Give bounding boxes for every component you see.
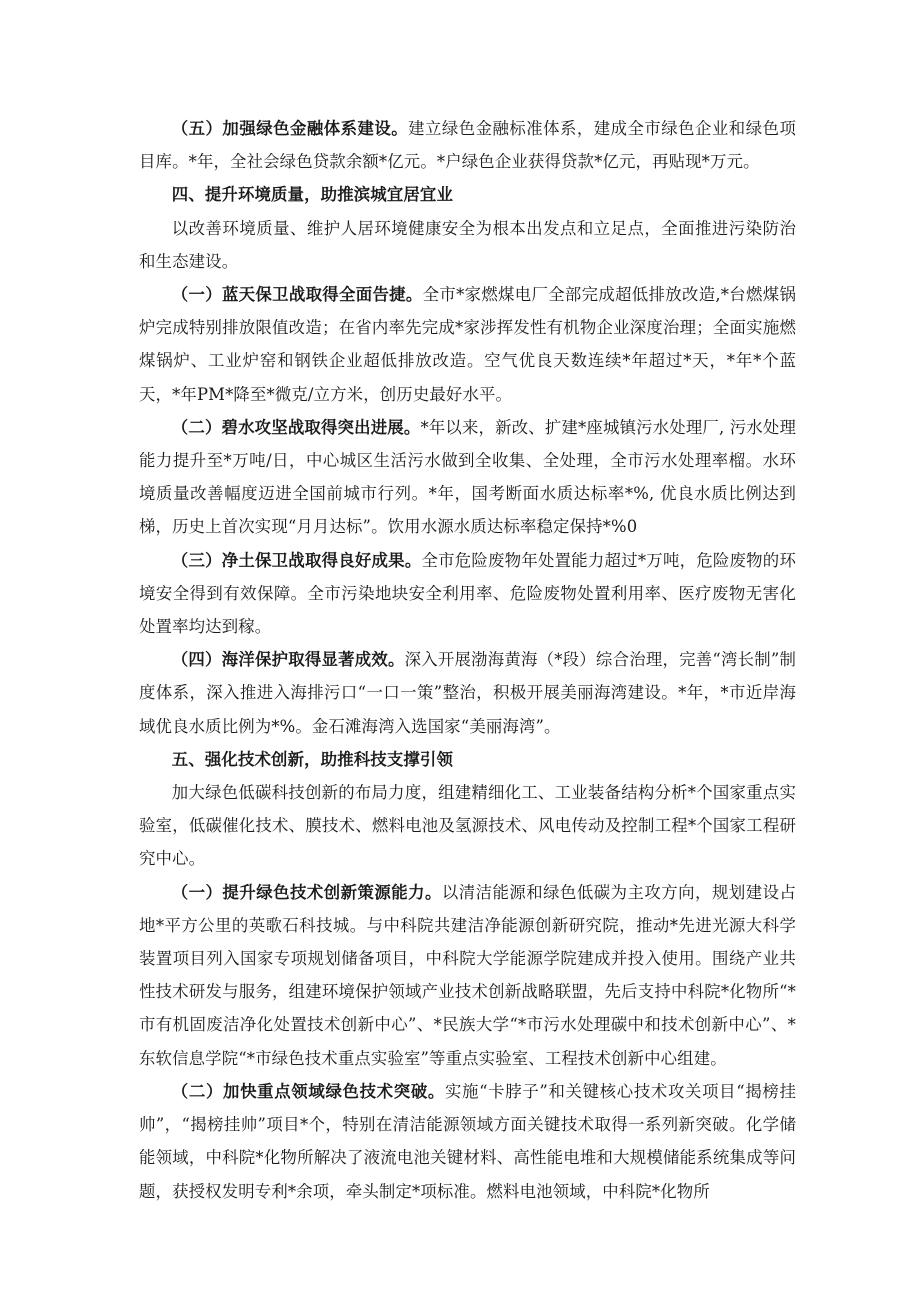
paragraph-text: 全市*家燃煤电厂全部完成超低排放改造,*台燃煤锅炉完成特别排放限值改造；在省内率先完成*家涉挥发性有机物企业深度治理；全面实施燃煤锅炉、工业炉窑和钢铁企业超低排放改造。空气优良天数连续*年超过*天，*年*个蓝天，*年PM*降至*微克/立方米，创历史最好水平。 xyxy=(139,285,797,404)
paragraph-text: 加大绿色低碳科技创新的布局力度，组建精细化工、工业装备结构分析*个国家重点实验室，低碳催化技术、膜技术、燃料电池及氢源技术、风电传动及控制工程*个国家工程研究中心。 xyxy=(139,783,796,869)
paragraph-lead: （一）提升绿色技术创新策源能力。 xyxy=(171,882,442,902)
document-page xyxy=(139,112,796,1208)
paragraph-text: 实施“卡脖子”和关键核心技术攻关项目“揭榜挂帅”，“揭榜挂帅”项目*个，特别在清洁能源领域方面关键技术取得一系列新突破。化学储能领域，中科院*化物所解决了液流电池关键材料、高性能电堆和大规模储能系统集成等问题，获授权发明专利*余项，牵头制定*项标准。燃料电池领域，中科院*化物所 xyxy=(139,1081,797,1201)
paragraph-innovation-intro xyxy=(139,776,796,876)
paragraph-environment-intro xyxy=(139,212,796,278)
paragraph-clean-soil xyxy=(139,544,796,644)
paragraph-text: 全市危险废物年处置能力超过*万吨，危险废物的环境安全得到有效保障。全市污染地块安全利用率、危险废物处置利用率、医疗废物无害化处置率均达到稼。 xyxy=(139,550,796,637)
paragraph-lead: （一）蓝天保卫战取得全面告捷。 xyxy=(171,285,423,305)
paragraph-lead: （二）加快重点领域绿色技术突破。 xyxy=(171,1081,445,1101)
paragraph-innovation-source xyxy=(139,876,796,1075)
paragraph-text: 建立绿色金融标准体系，建成全市绿色企业和绿色项目库。*年，全社会绿色贷款余额*亿元。*户绿色企业获得贷款*亿元，再贴现*万元。 xyxy=(139,119,796,172)
section-heading-environment: 四、提升环境质量，助推滨城宜居宜业 xyxy=(171,185,453,205)
paragraph-text: *年以来，新改、扩建*座城镇污水处理厂, 污水处理能力提升至*万吨/日，中心城区生活污水做到全收集、全处理，全市污水处理率榴。水环境质量改善幅度迈进全国前城市行列。*年，国考断面水质达标率*%, 优良水质比例达到梯，历史上首次实现“月月达标”。饮用水源水质达标率稳定保持*%0 xyxy=(139,417,797,537)
paragraph-text: 以清洁能源和绿色低碳为主攻方向，规划建设占地*平方公里的英歌石科技城。与中科院共建洁净能源创新研究院，推动*先进光源大科学装置项目列入国家专项规划储备项目，中科院大学能源学院建成并投入使用。围绕产业共性技术研发与服务，组建环境保护领域产业技术创新战略联盟，先后支持中科院*化物所“*市有机固废洁净化处置技术创新中心”、*民族大学“*市污水处理碳中和技术创新中心”、*东软信息学院“*市绿色技术重点实验室”等重点实验室、工程技术创新中心组建。 xyxy=(139,882,796,1068)
paragraph-lead: （四）海洋保护取得显著成效。 xyxy=(171,650,405,670)
paragraph-lead: （五）加强绿色金融体系建设。 xyxy=(171,119,409,138)
paragraph-lead: （三）净土保卫战取得良好成果。 xyxy=(171,550,422,570)
paragraph-text: 以改善环境质量、维护人居环境健康安全为根本出发点和立足点，全面推进污染防治和生态建设。 xyxy=(139,218,796,271)
paragraph-key-breakthroughs xyxy=(139,1075,796,1208)
paragraph-clear-water xyxy=(139,411,796,544)
paragraph-green-finance xyxy=(139,112,796,178)
section-heading-innovation: 五、强化技术创新，助推科技支撑引领 xyxy=(171,749,453,769)
paragraph-ocean-protection xyxy=(139,643,796,743)
paragraph-lead: （二）碧水攻坚战取得突出进展。 xyxy=(171,417,421,437)
paragraph-blue-sky xyxy=(139,278,796,411)
paragraph-text: 深入开展渤海黄海（*段）综合治理，完善“湾长制”制度体系，深入推进入海排污口“一口一策”整治，积极开展美丽海湾建设。*年，*市近岸海域优良水质比例为*%。金石滩海湾入选国家“美丽海湾”。 xyxy=(139,650,796,736)
